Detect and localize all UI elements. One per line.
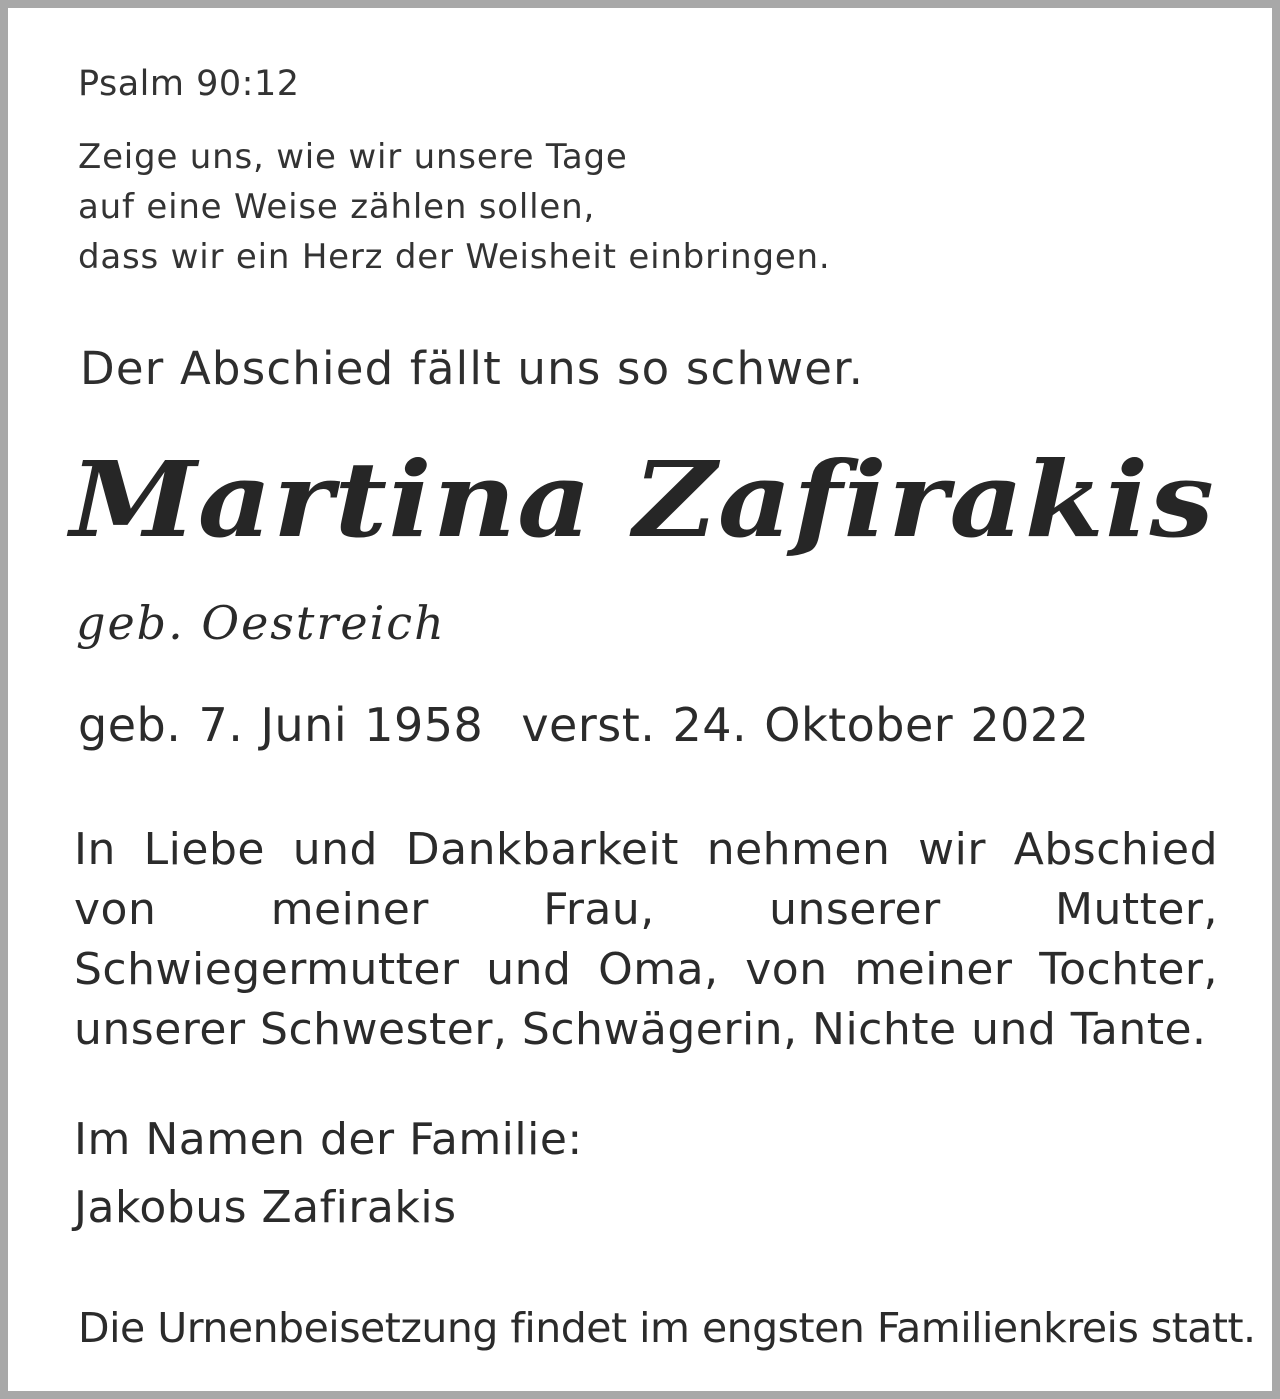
deceased-name: Martina Zafirakis [70,438,1215,561]
verse-line: auf eine Weise zählen sollen, [78,187,596,227]
farewell-message: In Liebe und Dankbarkeit nehmen wir Abschied von meiner Frau, unserer Mutter, Schwiegermutter und Oma, von meiner Tochter, unserer Schwester, Schwägerin, Nichte und Tante. [74,824,1218,1055]
verse-line: dass wir ein Herz der Weisheit einbringen. [78,237,831,277]
birth-date: geb. 7. Juni 1958 [78,698,484,752]
psalm-reference: Psalm 90:12 [78,64,300,104]
birth-name: geb. Oestreich [76,596,446,650]
death-date: verst. 24. Oktober 2022 [521,698,1090,752]
family-label: Im Namen der Familie: [74,1114,583,1165]
family-signatory: Jakobus Zafirakis [74,1182,457,1233]
psalm-verse [78,132,831,282]
burial-note: Die Urnenbeisetzung findet im engsten Familienkreis statt. [78,1304,1256,1352]
life-dates [78,698,1089,752]
farewell-line: Der Abschied fällt uns so schwer. [80,342,865,395]
verse-line: Zeige uns, wie wir unsere Tage [78,137,628,177]
